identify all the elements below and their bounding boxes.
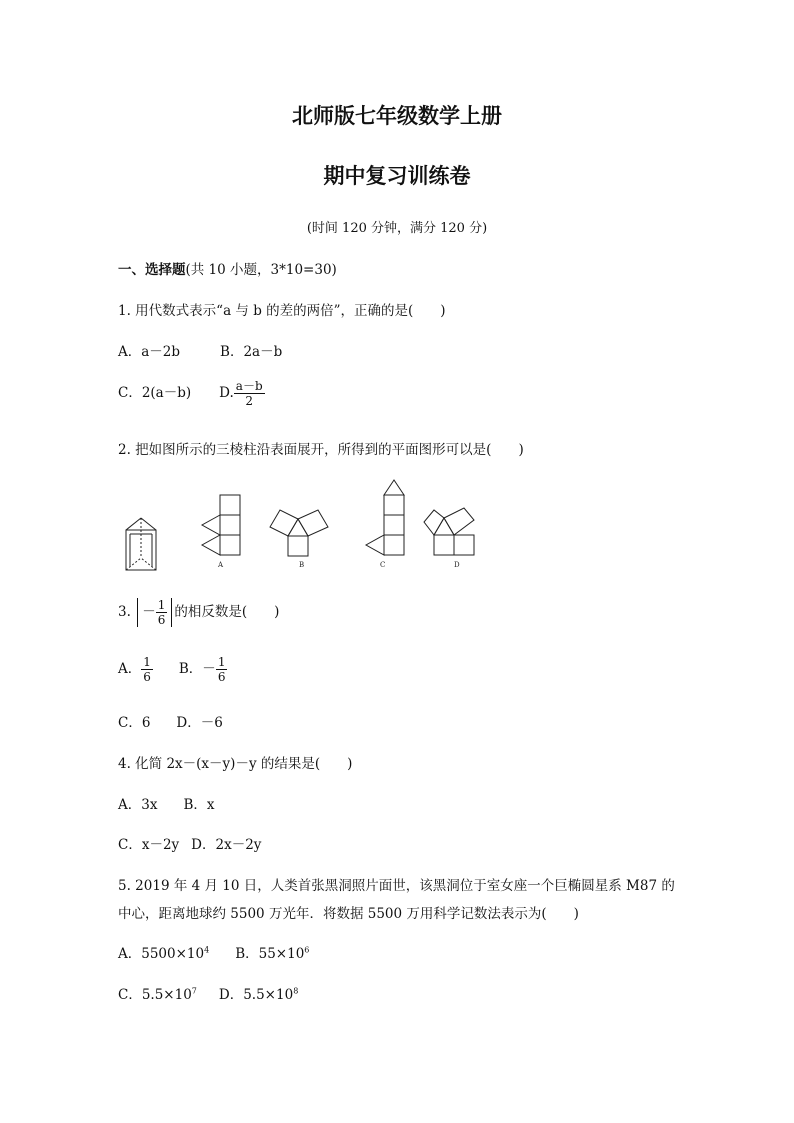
fraction-denominator: 6 [157,613,166,627]
triangular-prism-figure [126,518,156,570]
q3-option-c: C．6 [118,715,151,731]
net-option-c [366,480,404,569]
q5-option-a: A．$5500\times 10^4$ [118,945,210,962]
section-heading-bold: 一、选择题 [118,262,186,278]
q4-option-c: C．x－2y [118,837,180,853]
absolute-value-bars [137,598,172,627]
exponent: 4 [204,945,210,955]
q3-option-b-fraction [216,655,228,684]
q5-option-d: D．$5.5\times 10^8$ [218,986,299,1003]
exponent: 6 [304,945,310,955]
fraction-numerator: 1 [143,655,151,669]
q3-option-a-fraction [141,655,153,684]
doc-subtitle: (时间 120 分钟，满分 120 分) [306,221,488,236]
q5-stem-line2: 中心，距离地球约 5500 万光年．将数据 5500 万用科学记数法表示为( ) [118,906,579,922]
q4-option-b: B．x [183,797,215,813]
fraction-numerator: 1 [157,598,166,612]
q1-option-a: A．a－2b [118,344,181,360]
q4-option-a: A．3x [118,797,158,813]
q3-options-cd [118,711,223,731]
q5-stem-line1: 5. 2019 年 4 月 10 日，人类首张黑洞照片面世，该黑洞位于室女座一个巨椭圆星系 M87 的 [118,878,675,894]
q1-stem: 1. 用代数式表示“a 与 b 的差的两倍”，正确的是( ) [118,303,446,319]
fraction-numerator: a－b [235,379,263,393]
q2-stem: 2. 把如图所示的三棱柱沿表面展开，所得到的平面图形可以是( ) [118,442,524,458]
q1-option-d-prefix: D. [219,385,234,401]
q1-options-ab [118,340,282,360]
q3-option-b-prefix: B．－ [178,661,216,677]
q4-option-d: D．2x－2y [191,837,262,853]
q4-options-cd [118,833,261,853]
q3-fraction [156,598,168,627]
net-label-b: B [299,561,305,569]
q5-option-c: C．$5.5\times 10^7$ [118,986,197,1003]
q3-options-ab [118,655,227,684]
doc-title-line2: 期中复习训练卷 [323,164,471,188]
fraction-denominator: 6 [143,670,151,684]
q5-options-cd [118,983,298,1003]
net-label-a: A [218,561,224,569]
q3-number: 3. [118,604,131,620]
q1-option-c: C．2(a－b) [118,385,192,401]
fraction-denominator: 2 [245,394,254,408]
q3-option-a-prefix: A． [118,661,142,677]
q3-stem [118,598,279,627]
net-label-c: C [380,561,386,569]
doc-title-line1: 北师版七年级数学上册 [292,104,502,128]
net-option-a [202,495,240,569]
q5-option-b: B．$55\times 10^6$ [235,945,310,962]
q5-options-ab [118,942,309,962]
q1-option-b: B．2a－b [220,344,283,360]
q3-option-d: D．－6 [176,715,223,731]
net-label-d: D [454,561,460,569]
q1-option-d-fraction [234,379,265,408]
exponent: 8 [293,986,299,996]
q4-options-ab [118,793,215,813]
net-option-b [270,510,328,569]
net-option-d [424,508,474,569]
fraction-numerator: 1 [217,655,226,669]
q4-stem: 4. 化简 2x－(x－y)－y 的结果是( ) [118,756,353,772]
q3-stem-suffix: 的相反数是( ) [174,604,280,620]
q2-prism-figures [118,470,488,580]
q1-options-cd [118,379,265,408]
section-heading-rest: (共 10 小题，3*10=30) [185,262,337,278]
exponent: 7 [191,986,197,996]
fraction-denominator: 6 [217,670,226,684]
q3-minus-sign: － [142,604,156,620]
section-heading [118,258,337,278]
